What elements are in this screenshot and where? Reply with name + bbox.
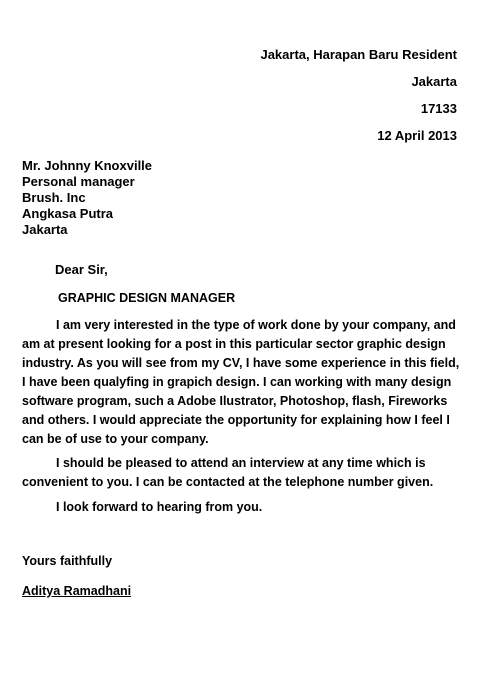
body-paragraph: I should be pleased to attend an interview at any time which is convenient to you. I can be contacted at the telephone number given. — [22, 456, 434, 489]
recipient-address-block — [22, 158, 152, 238]
body-paragraph: I look forward to hearing from you. — [56, 500, 263, 514]
recipient-company: Brush. Inc — [22, 190, 86, 205]
body-paragraph: I am very interested in the type of work done by your company, and am at present looking for a post in this particular sector graphic design industry. As you will see from my CV, I have some experience in this field, I have been qualyfing in grapich design. I can working with many design software program, such a Adobe Ilustrator, Photoshop, flash, Fireworks and others. I would appreciate the opportunity for explaining how I feel I can be of use to your company. — [22, 318, 460, 446]
signature-name: Aditya Ramadhani — [22, 584, 132, 598]
closing-phrase: Yours faithfully — [22, 554, 113, 568]
subject-line: GRAPHIC DESIGN MANAGER — [58, 291, 236, 305]
letter-date: 12 April 2013 — [377, 128, 457, 143]
sender-address-block — [260, 47, 457, 144]
salutation: Dear Sir, — [55, 262, 108, 277]
sender-city: Jakarta — [411, 74, 457, 89]
recipient-title: Personal manager — [22, 174, 135, 189]
recipient-city: Jakarta — [22, 222, 68, 237]
sender-address-line: Jakarta, Harapan Baru Resident — [260, 47, 457, 62]
recipient-street: Angkasa Putra — [22, 206, 114, 221]
recipient-name: Mr. Johnny Knoxville — [22, 158, 153, 173]
sender-postal-code: 17133 — [420, 101, 457, 116]
